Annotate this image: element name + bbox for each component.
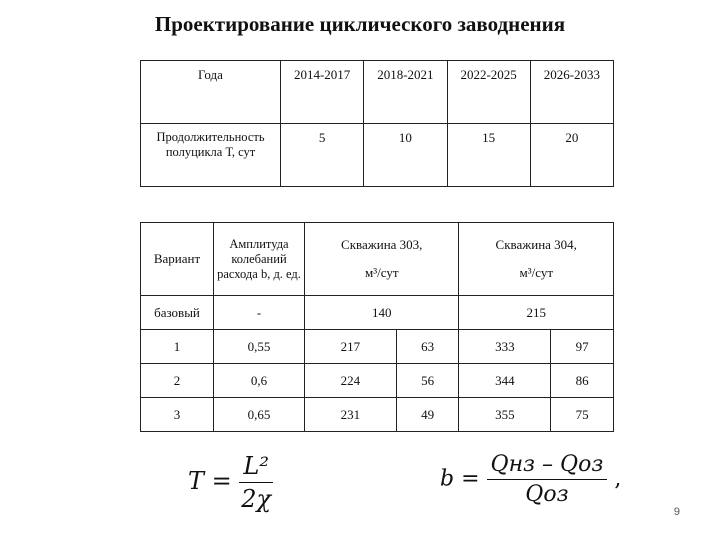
variant-cell: базовый (141, 296, 214, 330)
well-303-cell: 56 (396, 364, 459, 398)
well-304-cell: 86 (551, 364, 614, 398)
well-304-cell: 215 (459, 296, 614, 330)
value-cell: 15 (447, 124, 530, 187)
variant-cell: 3 (141, 398, 214, 432)
year-cell: 2018-2021 (364, 61, 447, 124)
variant-cell: 2 (141, 364, 214, 398)
well-303-unit: м³/сут (364, 265, 399, 280)
well-303-cell: 63 (396, 330, 459, 364)
table-row (141, 223, 614, 296)
page-number: 9 (673, 506, 680, 518)
half-cycle-formula: T = $\frac{\text{L²}}{2\chi}$ (188, 452, 272, 513)
well-303-cell: 231 (305, 398, 397, 432)
period-table (140, 60, 614, 187)
well-304-cell: 333 (459, 330, 551, 364)
value-cell: 20 (530, 124, 613, 187)
amplitude-cell: 0,65 (214, 398, 305, 432)
value-cell: 10 (364, 124, 447, 187)
table-row (141, 364, 614, 398)
year-cell: 2026-2033 (530, 61, 613, 124)
well-304-cell: 355 (459, 398, 551, 432)
amplitude-cell: 0,6 (214, 364, 305, 398)
table-row (141, 330, 614, 364)
page-title: Проектирование циклического заводнения (154, 12, 566, 36)
well-304-header (459, 223, 614, 296)
formula-numerator: Qнз – Qоз (487, 452, 608, 480)
amplitude-header: Амплитуда колебаний расхода b, д. ед. (214, 223, 305, 296)
well-303-header (305, 223, 459, 296)
table-row (141, 296, 614, 330)
variant-header: Вариант (141, 223, 214, 296)
well-304-cell: 344 (459, 364, 551, 398)
well-303-cell: 49 (396, 398, 459, 432)
well-303-cell: 140 (305, 296, 459, 330)
half-cycle-label: Продолжительность полуцикла Т, сут (141, 124, 281, 187)
amplitude-cell: 0,55 (214, 330, 305, 364)
formula-lhs: T (188, 467, 205, 495)
formula-lhs: b (440, 466, 455, 492)
table-row (141, 61, 614, 124)
variant-cell: 1 (141, 330, 214, 364)
well-304-cell: 75 (551, 398, 614, 432)
well-304-label: Скважина 304, (495, 237, 577, 252)
amplitude-cell: - (214, 296, 305, 330)
formula-denominator: 2χ (241, 485, 272, 513)
well-304-unit: м³/сут (519, 265, 553, 280)
formula-numerator: L² (239, 452, 273, 483)
value-cell: 5 (281, 124, 364, 187)
well-303-cell: 217 (305, 330, 397, 364)
well-303-label: Скважина 303, (341, 237, 423, 252)
well-304-cell: 97 (551, 330, 614, 364)
table-row (141, 398, 614, 432)
variants-table (140, 222, 614, 432)
formula-denominator: Qоз (525, 482, 569, 507)
well-303-cell: 224 (305, 364, 397, 398)
amplitude-formula: b = $\frac{\text{Qнз – Qоз}}{\text{Qоз}}$ , (440, 452, 622, 507)
table-row (141, 124, 614, 187)
year-cell: 2022-2025 (447, 61, 530, 124)
year-cell: 2014-2017 (281, 61, 364, 124)
years-header: Года (141, 61, 281, 124)
